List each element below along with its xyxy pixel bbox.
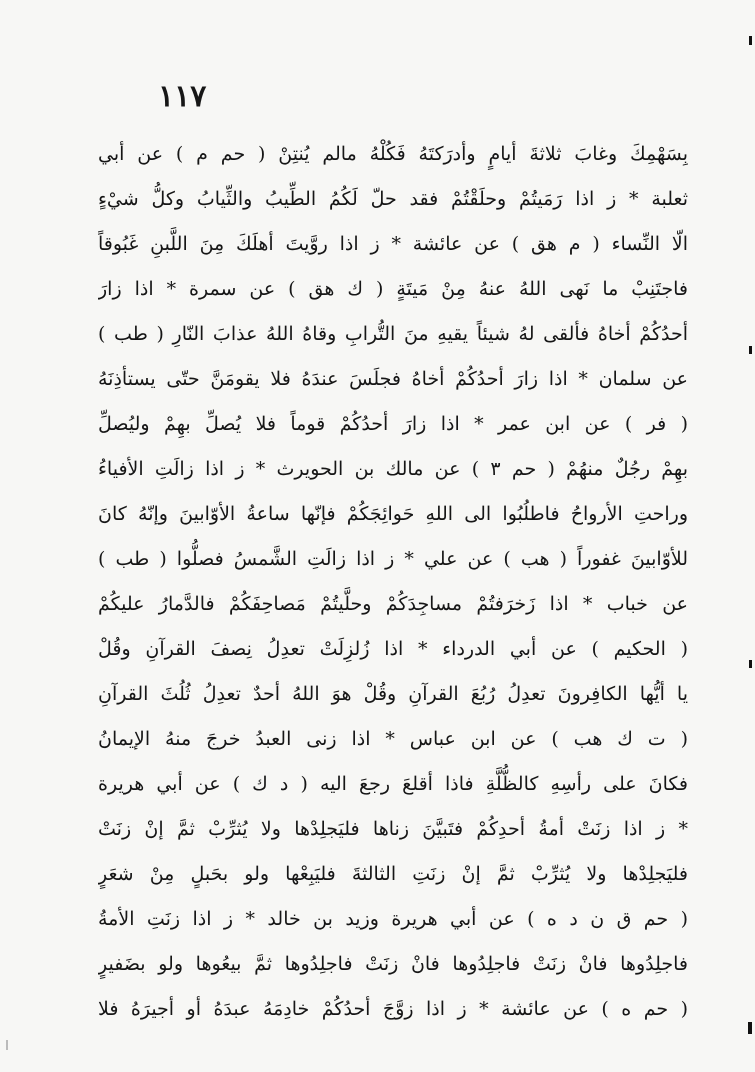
text-line: وراحتِ الأرواحُ فاطلُبُوا الى اللهِ حَوائِجَكُمْ فإنّها ساعةُ الأوّابينَ وإنّهُ كانَ — [98, 503, 688, 525]
text-line: بِسَهْمِكَ وغابَ ثلاثةَ أيامٍ وأدرَكتَهُ فَكُلْهُ مالم يُنتِنْ ( حم م ) عن أبي — [98, 143, 688, 165]
scan-edge-mark — [749, 36, 752, 45]
text-line: أحدُكُمْ أخاهُ فألقى لهُ شيئاً يقيهِ منَ التُّرابِ وقاهُ اللهُ عذابَ النّارِ ( طب ) — [98, 323, 688, 345]
text-line: ( ت ك هب ) عن ابن عباس * اذا زنى العبدُ خرجَ منهُ الإيمانُ — [98, 728, 688, 750]
text-line: بهِمْ رجُلٌ منهُمْ ( حم ٣ ) عن مالك بن الحويرث * ز اذا زالَتِ الأفياءُ — [98, 458, 688, 480]
text-line: ( فر ) عن ابن عمر * اذا زارَ أحدُكُمْ قوماً فلا يُصلِّ بهِمْ وليُصلِّ — [98, 413, 688, 435]
text-line: فاجتَنِبْ ما نَهى اللهُ عنهُ مِنْ مَيتَةٍ ( ك هق ) عن سمرة * اذا زارَ — [98, 278, 688, 300]
scan-edge-mark — [749, 346, 752, 354]
text-line: للأوّابينَ غفوراً ( هب ) عن علي * ز اذا زالَتِ الشَّمسُ فصلُّوا ( طب ) — [98, 548, 688, 570]
text-line: * ز اذا زنَتْ أمةُ أحدِكُمْ فتَبيَّنَ زناها فليَجلِدْها ولا يُثرِّبْ ثمَّ إنْ زنَتْ — [98, 818, 688, 840]
text-line: ( حم ه ) عن عائشة * ز اذا زوَّجَ أحدُكُمْ خادِمَهُ عبدَهُ أو أجيرَهُ فلا — [98, 998, 688, 1020]
text-line: ثعلبة * ز اذا رَمَيتُمْ وحلَقْتُمْ فقد حلّ لَكُمُ الطِّيبُ والثِّيابُ وكلُّ شيْءٍ — [98, 188, 688, 210]
text-line: فليَجلِدْها ولا يُثرِّبْ ثمَّ إنْ زنَتِ الثالثةَ فليَبِعْها ولو بحَبلٍ مِنْ شعَرٍ — [98, 863, 688, 885]
scan-edge-mark — [749, 660, 752, 668]
text-line: الّا النِّساء ( م هق ) عن عائشة * ز اذا روَّيتَ أهلَكَ مِنَ اللَّبنِ غَبُوقاً — [98, 233, 688, 255]
text-line: عن سلمان * اذا زارَ أحدُكُمْ أخاهُ فجلَسَ عندَهُ فلا يقومَنَّ حتّى يستأذِنَهُ — [98, 368, 688, 390]
text-line: ( حم ق ن د ه ) عن أبي هريرة وزيد بن خالد * ز اذا زنَتِ الأمةُ — [98, 908, 688, 930]
page-number: ١١٧ — [158, 79, 207, 114]
text-line: فكانَ على رأسِهِ كالظُّلَّةِ فاذا أقلعَ رجعَ اليه ( د ك ) عن أبي هريرة — [98, 773, 688, 795]
text-line: عن خباب * اذا زَخرَفتُمْ مساجِدَكُمْ وحلَّيتُمْ مَصاحِفَكُمْ فالدَّمارُ عليكُمْ — [98, 593, 688, 615]
text-line: يا أيُّها الكافِرونَ تعدِلُ رُبُعَ القرآنِ وقُلْ هوَ اللهُ أحدٌ تعدِلُ ثُلُثَ القرآنِ — [98, 683, 688, 705]
text-line: فاجلِدُوها فانْ زنَتْ فاجلِدُوها فانْ زنَتْ فاجلِدُوها ثمَّ بيعُوها ولو بضَفيرٍ — [98, 953, 688, 975]
scan-edge-mark — [6, 1040, 8, 1050]
hadith-text-block — [98, 132, 688, 1032]
text-line: ( الحكيم ) عن أبي الدرداء * اذا زُلزِلَتْ تعدِلُ نِصفَ القرآنِ وقُلْ — [98, 638, 688, 660]
scan-edge-mark — [748, 1022, 752, 1034]
